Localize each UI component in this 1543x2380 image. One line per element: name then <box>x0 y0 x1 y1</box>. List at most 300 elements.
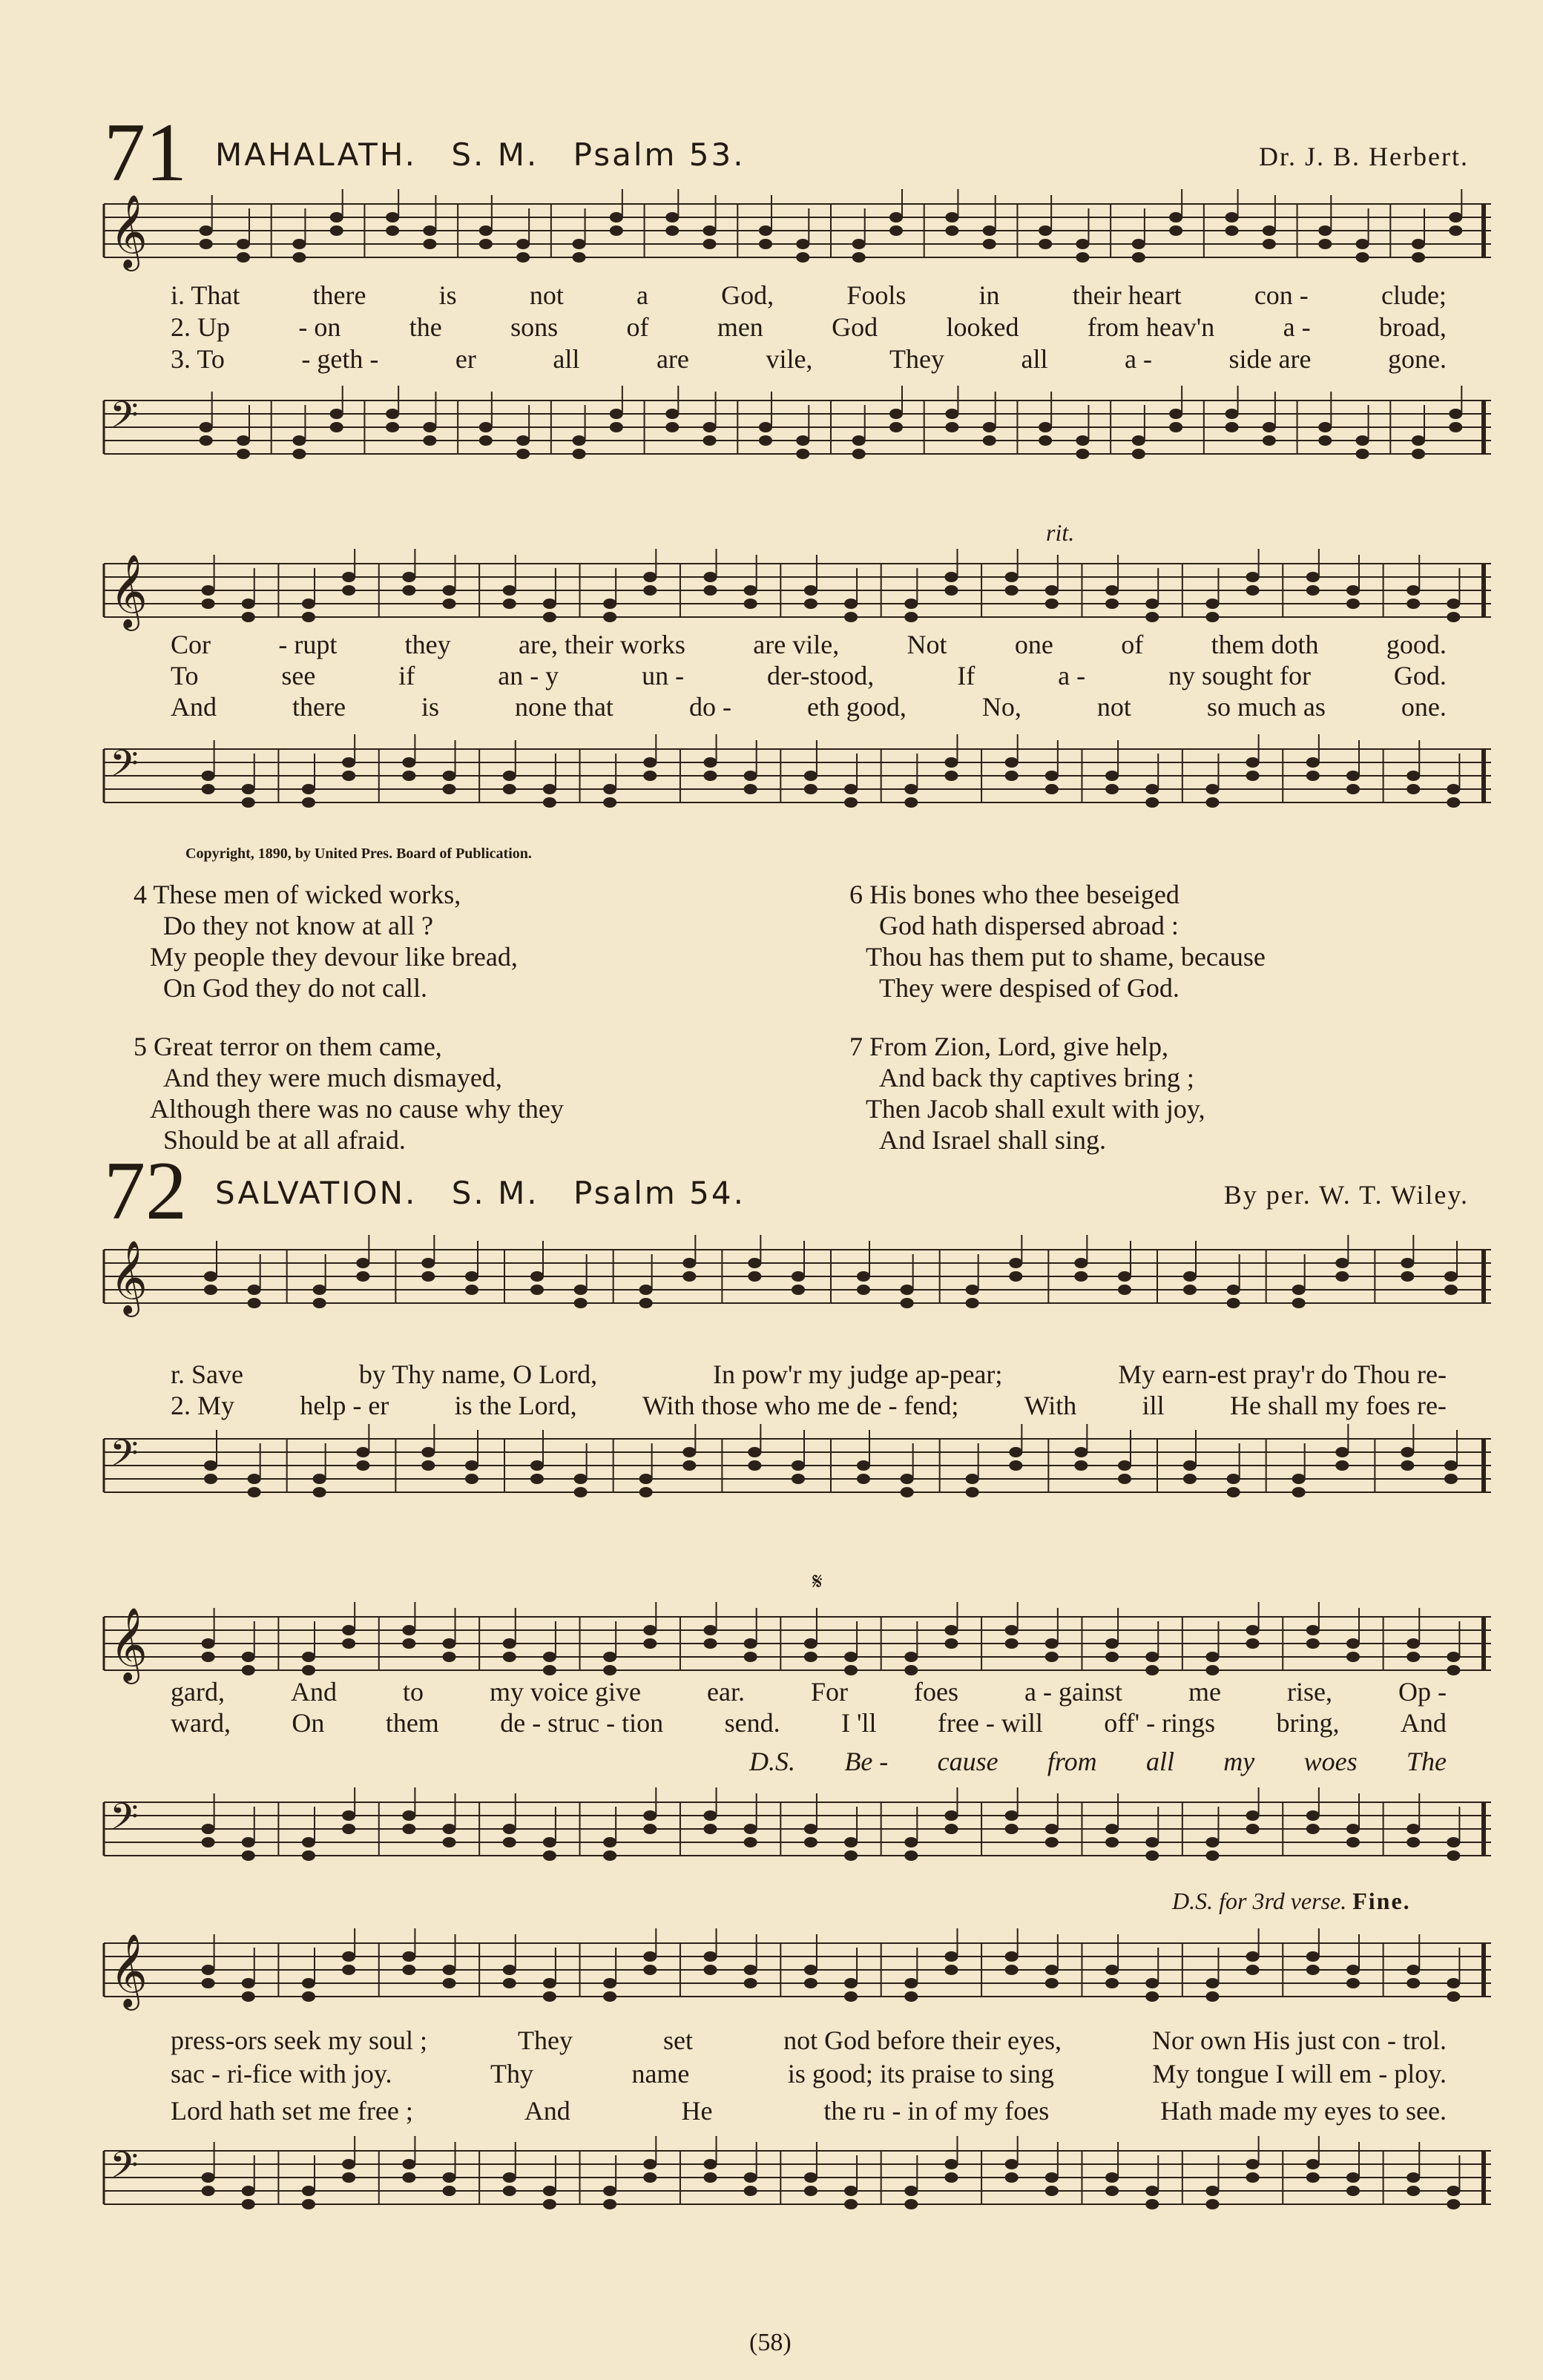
note-head <box>1105 2186 1119 2196</box>
note-head <box>1401 1447 1414 1457</box>
note-head <box>1118 1474 1131 1484</box>
note-head <box>242 1652 255 1662</box>
lyric-syllable: No, <box>981 692 1021 722</box>
note-head <box>1318 239 1332 249</box>
note-head <box>423 239 436 249</box>
note-head <box>516 435 530 446</box>
bass-staff-lines <box>96 386 1506 475</box>
note-head <box>889 422 903 432</box>
note-head <box>1407 1824 1420 1834</box>
note-head <box>610 212 623 222</box>
lyric-syllable: sac - ri-fice with joy. <box>171 2059 392 2089</box>
lyric-syllable: is the Lord, <box>454 1391 577 1420</box>
note-head <box>503 1824 516 1834</box>
note-head <box>944 1638 958 1649</box>
note-head <box>479 435 493 446</box>
lyric-syllable: bring, <box>1276 1708 1340 1738</box>
note-head <box>1105 1965 1119 1975</box>
note-head <box>402 1965 415 1975</box>
note-head <box>1412 449 1425 459</box>
treble-staff-lines <box>96 1928 1506 2017</box>
note-head <box>804 1965 817 1975</box>
note-head <box>465 1285 478 1295</box>
note-head <box>1407 1638 1420 1649</box>
note-head <box>804 2186 817 2196</box>
note-head <box>665 225 679 236</box>
note-head <box>242 797 255 808</box>
note-head <box>1346 771 1360 781</box>
note-head <box>248 1298 261 1308</box>
note-head <box>1145 1978 1159 1988</box>
note-head <box>1205 2186 1219 2196</box>
note-head <box>759 435 772 446</box>
note-head <box>503 1638 516 1649</box>
note-head <box>543 784 556 794</box>
note-head <box>1205 1991 1219 2002</box>
note-head <box>342 757 355 768</box>
lyric-syllable: broad, <box>1378 312 1447 342</box>
note-head <box>944 757 958 768</box>
lyric-row-1 <box>171 2025 1447 2056</box>
lyric-syllable: my voice give <box>490 1677 641 1707</box>
note-head <box>1005 1638 1019 1649</box>
lyric-syllable: the <box>409 312 442 342</box>
treble-clef-icon: 𝄞 <box>110 554 148 628</box>
note-head <box>603 2199 616 2209</box>
note-head <box>202 599 215 609</box>
note-head <box>1005 572 1019 582</box>
note-head <box>1045 1652 1059 1662</box>
note-head <box>844 2186 858 2196</box>
bass-staff-lines <box>96 1424 1506 1513</box>
note-head <box>342 585 355 596</box>
lyric-syllable: a - <box>1283 312 1311 342</box>
note-head <box>1246 1951 1260 1962</box>
note-head <box>503 1652 516 1662</box>
note-head <box>356 1447 369 1457</box>
lyric-syllable: He shall my foes re- <box>1230 1391 1447 1420</box>
lyric-syllable: ear. <box>707 1677 745 1707</box>
lyric-syllable: all <box>553 344 580 374</box>
note-head <box>573 239 586 249</box>
note-head <box>1407 599 1420 609</box>
note-head <box>1246 1625 1260 1635</box>
note-head <box>330 212 343 222</box>
lyric-syllable: is <box>421 692 439 722</box>
note-head <box>944 1824 958 1834</box>
note-head <box>202 1978 215 1988</box>
note-head <box>1227 1298 1240 1308</box>
verse-line: And Israel shall sing. <box>879 1125 1106 1155</box>
note-head <box>796 435 809 446</box>
lyric-syllable: from <box>1047 1747 1097 1776</box>
treble-clef-icon: 𝄞 <box>110 194 148 268</box>
note-head <box>330 409 343 419</box>
note-head <box>901 1285 914 1295</box>
note-head <box>1263 435 1276 446</box>
note-head <box>443 1652 456 1662</box>
note-head <box>202 1824 215 1834</box>
note-head <box>1005 757 1019 768</box>
note-head <box>1227 1285 1240 1295</box>
note-head <box>386 422 399 432</box>
verse-6 <box>849 879 1266 1003</box>
note-head <box>242 1837 255 1847</box>
lyric-syllable: of <box>626 312 649 342</box>
lyric-syllable: their heart <box>1072 280 1182 310</box>
lyric-syllable: of <box>1121 630 1144 659</box>
note-head <box>901 1298 914 1308</box>
note-head <box>610 409 623 419</box>
note-head <box>1105 1978 1119 1988</box>
note-head <box>443 2186 456 2196</box>
note-head <box>1346 1837 1360 1847</box>
lyric-syllable: there <box>312 280 366 310</box>
note-head <box>237 435 250 446</box>
lyric-syllable: do - <box>688 692 731 722</box>
bass-staff-lines <box>96 734 1506 823</box>
treble-staff <box>96 549 1506 638</box>
note-head <box>204 1271 217 1282</box>
note-head <box>342 1824 355 1834</box>
note-head <box>744 1652 757 1662</box>
note-head <box>402 572 415 582</box>
note-head <box>1183 1460 1197 1471</box>
note-head <box>844 2199 858 2209</box>
note-head <box>1263 422 1276 432</box>
lyric-syllable: an - y <box>498 661 559 690</box>
note-head <box>682 1271 696 1282</box>
note-head <box>1346 1652 1360 1662</box>
note-head <box>804 1652 817 1662</box>
note-head <box>503 2186 516 2196</box>
verse-number: 4 <box>134 880 147 909</box>
note-head <box>904 797 918 808</box>
note-head <box>242 784 255 794</box>
note-head <box>402 2159 415 2169</box>
note-head <box>202 2186 215 2196</box>
lyric-syllable: eth good, <box>806 692 907 722</box>
lyric-syllable: one <box>1014 630 1053 659</box>
note-head <box>465 1460 478 1471</box>
note-head <box>983 225 996 236</box>
note-head <box>1447 1850 1460 1861</box>
verse-line: Should be at all afraid. <box>163 1125 406 1155</box>
note-head <box>704 1810 717 1821</box>
note-head <box>302 2186 315 2196</box>
note-head <box>530 1460 544 1471</box>
note-head <box>1105 784 1119 794</box>
hymn-72-system-3 <box>96 1928 1506 2255</box>
note-head <box>516 252 530 263</box>
hymn-71-system-1 <box>96 182 1506 464</box>
note-head <box>1076 239 1089 249</box>
note-head <box>342 1638 355 1649</box>
note-head <box>1246 2172 1260 2183</box>
note-head <box>202 1837 215 1847</box>
note-head <box>402 1824 415 1834</box>
note-head <box>1335 1258 1349 1268</box>
note-head <box>1039 225 1052 236</box>
note-head <box>944 2172 958 2183</box>
copyright-notice: Copyright, 1890, by United Pres. Board of Publication. <box>185 845 532 862</box>
note-head <box>904 612 918 622</box>
lyric-syllable: They <box>889 344 944 374</box>
note-head <box>1407 1837 1420 1847</box>
hymn-72-header <box>104 1145 1469 1239</box>
note-head <box>1444 1285 1458 1295</box>
lyric-syllable: Hath made my eyes to see. <box>1160 2096 1447 2126</box>
note-head <box>421 1271 435 1282</box>
note-head <box>237 239 250 249</box>
composer: By per. W. T. Wiley. <box>1223 1180 1469 1210</box>
note-head <box>1412 435 1425 446</box>
note-head <box>603 1978 616 1988</box>
note-head <box>302 2199 315 2209</box>
note-head <box>1246 2159 1260 2169</box>
note-head <box>857 1460 870 1471</box>
note-head <box>543 1850 556 1861</box>
note-head <box>479 239 493 249</box>
lyric-row-3 <box>171 691 1447 722</box>
note-head <box>1356 252 1369 263</box>
note-head <box>603 1837 616 1847</box>
note-head <box>242 2186 255 2196</box>
note-head <box>744 1638 757 1649</box>
note-head <box>1045 2186 1059 2196</box>
note-head <box>857 1271 870 1282</box>
verse-line: Thou has them put to shame, because <box>866 942 1266 972</box>
note-head <box>421 1460 435 1471</box>
note-head <box>1105 2172 1119 2183</box>
note-head <box>1005 1951 1019 1962</box>
bass-clef-icon: 𝄢 <box>110 1432 139 1484</box>
note-head <box>1105 599 1119 609</box>
note-head <box>945 422 958 432</box>
note-head <box>1169 409 1182 419</box>
note-head <box>443 1824 456 1834</box>
note-head <box>796 252 809 263</box>
note-head <box>242 2199 255 2209</box>
note-head <box>530 1474 544 1484</box>
verse-line: Great terror on them came, <box>154 1032 442 1061</box>
note-head <box>1205 1978 1219 1988</box>
note-head <box>1356 239 1369 249</box>
ds-marking <box>1172 1888 1411 1915</box>
note-head <box>857 1474 870 1484</box>
note-head <box>744 2186 757 2196</box>
note-head <box>356 1271 369 1282</box>
note-head <box>479 422 493 432</box>
note-head <box>1306 1638 1320 1649</box>
hymn-title <box>215 136 746 173</box>
lyric-row-2 <box>171 660 1447 691</box>
note-head <box>944 1951 958 1962</box>
note-head <box>402 2172 415 2183</box>
note-head <box>1145 784 1159 794</box>
note-head <box>748 1271 761 1282</box>
note-head <box>200 239 213 249</box>
note-head <box>237 252 250 263</box>
treble-clef-icon: 𝄞 <box>110 1607 148 1681</box>
verse-line: Then Jacob shall exult with joy, <box>866 1094 1205 1124</box>
note-head <box>443 771 456 781</box>
lyric-syllable: one. <box>1401 692 1447 722</box>
lyric-syllable: send. <box>724 1708 780 1738</box>
note-head <box>639 1285 653 1295</box>
note-head <box>904 1652 918 1662</box>
note-head <box>443 585 456 596</box>
note-head <box>844 1665 858 1675</box>
note-head <box>1407 2172 1420 2183</box>
lyric-syllable: them <box>385 1708 439 1738</box>
note-head <box>1145 1991 1159 2002</box>
note-head <box>1045 771 1059 781</box>
note-head <box>889 409 903 419</box>
note-head <box>704 572 717 582</box>
note-head <box>1039 422 1052 432</box>
note-head <box>1225 422 1239 432</box>
note-head <box>703 435 717 446</box>
note-head <box>200 422 213 432</box>
note-head <box>1346 1824 1360 1834</box>
lyric-syllable: there <box>292 692 346 722</box>
note-head <box>202 1965 215 1975</box>
note-head <box>682 1460 696 1471</box>
note-head <box>1401 1271 1414 1282</box>
note-head <box>330 422 343 432</box>
note-head <box>1246 1965 1260 1975</box>
note-head <box>1346 585 1360 596</box>
note-head <box>1169 422 1182 432</box>
lyric-syllable: looked <box>946 312 1019 342</box>
note-head <box>804 784 817 794</box>
note-head <box>543 2199 556 2209</box>
note-head <box>1145 2186 1159 2196</box>
note-head <box>573 449 586 459</box>
note-head <box>1205 1850 1219 1861</box>
lyric-row-2 <box>171 2058 1447 2089</box>
note-head <box>302 599 315 609</box>
note-head <box>1225 409 1239 419</box>
note-head <box>603 599 616 609</box>
lyric-syllable: con - <box>1254 280 1309 310</box>
note-head <box>302 1837 315 1847</box>
verse-line: His bones who thee beseiged <box>869 880 1180 909</box>
lyric-syllable: And <box>524 2096 570 2126</box>
note-head <box>1412 252 1425 263</box>
note-head <box>901 1474 914 1484</box>
note-head <box>804 771 817 781</box>
lyric-syllable: ward, <box>171 1708 231 1738</box>
lyric-syllable: a - gainst <box>1024 1677 1122 1707</box>
lyric-syllable: are <box>656 344 689 374</box>
note-head <box>530 1271 544 1282</box>
note-head <box>796 449 809 459</box>
note-head <box>342 2159 355 2169</box>
hymn-title <box>215 1175 746 1211</box>
note-head <box>682 1447 696 1457</box>
note-head <box>1145 1665 1159 1675</box>
note-head <box>1306 1951 1320 1962</box>
note-head <box>1132 449 1145 459</box>
note-head <box>643 2159 657 2169</box>
note-head <box>603 1652 616 1662</box>
note-head <box>1005 1824 1019 1834</box>
note-head <box>904 599 918 609</box>
note-head <box>1335 1447 1349 1457</box>
note-head <box>292 435 306 446</box>
note-head <box>543 1978 556 1988</box>
note-head <box>503 1837 516 1847</box>
note-head <box>603 2186 616 2196</box>
meter: S. M. <box>451 136 539 173</box>
note-head <box>844 1978 858 1988</box>
note-head <box>1246 771 1260 781</box>
note-head <box>402 771 415 781</box>
note-head <box>443 1638 456 1649</box>
note-head <box>543 612 556 622</box>
bass-clef-icon: 𝄢 <box>110 742 139 794</box>
lyric-row-1 <box>171 629 1447 660</box>
note-head <box>703 225 717 236</box>
lyric-syllable: from heav'n <box>1087 312 1215 342</box>
note-head <box>759 422 772 432</box>
lyric-syllable: de - struc - tion <box>500 1708 664 1738</box>
note-head <box>248 1487 261 1497</box>
note-head <box>202 585 215 596</box>
note-head <box>1132 252 1145 263</box>
note-head <box>1005 771 1019 781</box>
note-head <box>204 1285 217 1295</box>
note-head <box>1074 1447 1088 1457</box>
note-head <box>1145 612 1159 622</box>
note-head <box>302 1978 315 1988</box>
lyric-syllable: vile, <box>766 344 813 374</box>
note-head <box>983 239 996 249</box>
note-head <box>744 2172 757 2183</box>
note-head <box>1118 1271 1131 1282</box>
lyric-syllable: not God before their eyes, <box>783 2025 1062 2055</box>
note-head <box>516 449 530 459</box>
note-head <box>1105 1824 1119 1834</box>
verse-line: Do they not know at all ? <box>163 911 433 940</box>
note-head <box>1045 1978 1059 1988</box>
lyric-syllable: D.S. <box>749 1747 795 1776</box>
lyric-syllable: are vile, <box>753 630 840 659</box>
note-head <box>1407 1978 1420 1988</box>
note-head <box>1292 1285 1306 1295</box>
note-head <box>1045 1965 1059 1975</box>
lyric-row-2 <box>171 311 1447 343</box>
note-head <box>574 1474 588 1484</box>
lyric-syllable: a <box>636 280 648 310</box>
note-head <box>543 599 556 609</box>
lyric-syllable: Nor own His just con - trol. <box>1152 2025 1447 2055</box>
note-head <box>643 1824 657 1834</box>
lyric-syllable: In pow'r my judge ap-pear; <box>713 1359 1003 1389</box>
note-head <box>302 797 315 808</box>
note-head <box>1005 1810 1019 1821</box>
note-head <box>237 449 250 459</box>
note-head <box>665 409 679 419</box>
note-head <box>857 1285 870 1295</box>
note-head <box>1407 2186 1420 2196</box>
note-head <box>503 784 516 794</box>
note-head <box>302 1652 315 1662</box>
lyric-row-ds <box>749 1746 1447 1777</box>
note-head <box>503 585 516 596</box>
